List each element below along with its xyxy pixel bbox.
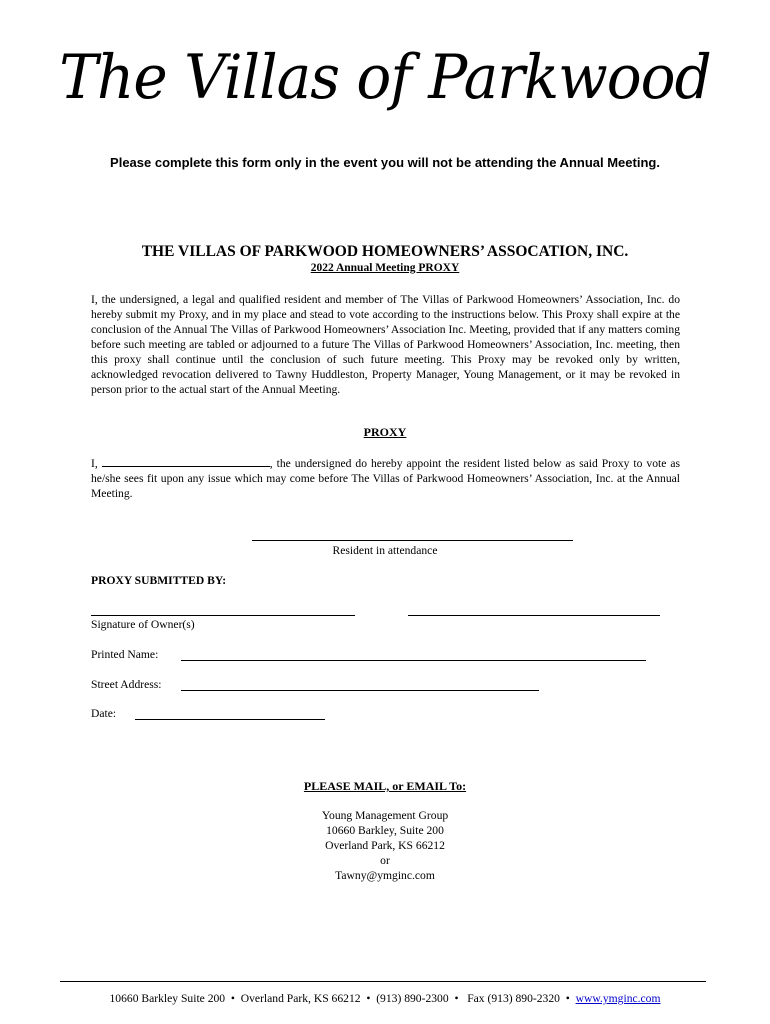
printed-name-label: Printed Name:: [91, 648, 159, 661]
logo-script-title: The Villas of Parkwood: [59, 41, 711, 113]
proxy-statement-text: , the undersigned do hereby appoint the resident listed below as said Proxy to vote as he/she sees fit upon any issue which may come before The Villas of Parkwood Homeowners’ Association, Inc. at the Annual Meeting.: [91, 457, 680, 500]
owner-name-blank[interactable]: [102, 455, 270, 467]
address-line: 10660 Barkley, Suite 200: [326, 824, 444, 837]
date-label: Date:: [91, 707, 117, 720]
proxy-statement: [91, 455, 680, 501]
association-title: THE VILLAS OF PARKWOOD HOMEOWNERS’ ASSOCATION, INC.: [141, 243, 629, 260]
proxy-heading: PROXY: [363, 425, 407, 439]
proxy-terms-paragraph: I, the undersigned, a legal and qualified resident and member of The Villas of Parkwood Homeowners’ Association, Inc. do hereby submit my Proxy, and in my place and stead to vote according to the instructions below. This Proxy shall expire at the conclusion of the Annual The Villas of Parkwood Homeowners’ Association Inc. Meeting, provided that if any matters coming before such meeting are tabled or adjourned to a future The Villas of Parkwood Homeowners’ Association, Inc. meeting, then this proxy shall continue until the conclusion of such future meeting. This Proxy may be revoked only by written, acknowledged revocation delivered to Tawny Huddleston, Property Manager, Young Management, or it may be revoked in person prior to the actual start of the Annual Meeting.: [91, 293, 680, 396]
date-line[interactable]: [135, 719, 325, 720]
proxy-subtitle: 2022 Annual Meeting PROXY: [310, 262, 460, 274]
street-address-line[interactable]: [181, 690, 539, 691]
street-address-label: Street Address:: [91, 678, 162, 691]
proxy-prefix: I,: [91, 457, 98, 470]
address-line: Overland Park, KS 66212: [325, 839, 445, 852]
mailing-address: [0, 808, 770, 883]
resident-signature-line[interactable]: [252, 540, 573, 541]
owner-signature-line-1[interactable]: [91, 615, 355, 616]
footer-divider: [60, 981, 706, 982]
website-link[interactable]: www.ymginc.com: [575, 992, 661, 1005]
footer-contact-text: 10660 Barkley Suite 200 • Overland Park, KS 66212 • (913) 890-2300 • Fax (913) 890-2320 •: [109, 992, 576, 1005]
resident-label: Resident in attendance: [332, 544, 438, 557]
attendance-notice: Please complete this form only in the event you will not be attending the Annual Meeting.: [110, 155, 660, 170]
address-line: Young Management Group: [321, 809, 449, 822]
signature-label: Signature of Owner(s): [91, 618, 195, 631]
footer: [0, 992, 770, 1005]
submitted-by-heading: PROXY SUBMITTED BY:: [91, 574, 227, 587]
address-line: or: [380, 854, 390, 867]
owner-signature-line-2[interactable]: [408, 615, 660, 616]
printed-name-line[interactable]: [181, 660, 646, 661]
mail-heading: PLEASE MAIL, or EMAIL To:: [303, 779, 467, 793]
email-address: Tawny@ymginc.com: [335, 869, 435, 882]
